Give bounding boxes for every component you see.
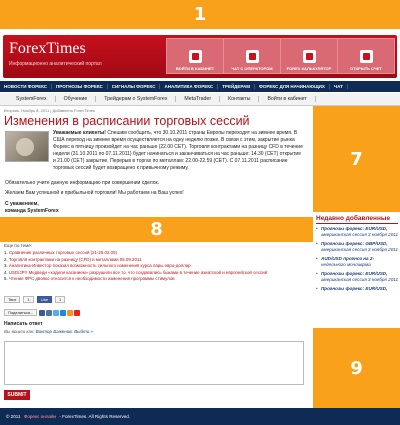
placeholder-block-7: 7	[313, 106, 400, 212]
tweet-count: 1	[23, 296, 33, 303]
subnav-systemforex[interactable]: SystemForex	[8, 96, 56, 102]
key-icon	[189, 50, 202, 63]
forex-calculator-button[interactable]: FOREX КАЛЬКУЛЯТОР	[280, 38, 338, 74]
related-link[interactable]: 5. Чтение ФРС двояко относится к необходимости изменения программы стимулов	[4, 276, 175, 282]
related-title: Еще по теме:	[4, 243, 32, 248]
like-count: 1	[55, 296, 65, 303]
comment-textarea[interactable]	[4, 341, 304, 385]
main-nav	[0, 81, 400, 92]
facebook-icon[interactable]	[39, 310, 45, 316]
site-logo[interactable]: ForexTimes	[9, 40, 86, 57]
article-paragraph-2: Обязательно учите данную информацию при совершении сделок.	[5, 180, 160, 186]
tweet-button[interactable]: Твит	[4, 296, 20, 303]
nav-forex-news[interactable]: НОВОСТИ ФОРЕКС	[0, 84, 52, 89]
twitter-icon[interactable]	[53, 310, 59, 316]
submit-button[interactable]: SUBMIT	[4, 390, 30, 400]
subnav-contacts[interactable]: Контакты	[220, 96, 259, 102]
calculator-icon	[303, 50, 316, 63]
share-button[interactable]: Поделиться...	[4, 309, 37, 316]
sidebar-item[interactable]: • Прогнозы форекс: EUR/USD, американская сессия 3 ноября 2011	[316, 271, 400, 283]
related-link[interactable]: 4. USD/JPY Медведи «ходили касанием» разрушили все то, что создавались быками в течение азиатской и европейской сессий	[4, 269, 268, 275]
article-image	[5, 131, 49, 162]
sub-nav	[0, 93, 400, 106]
banner-number: 1	[193, 4, 207, 25]
page-title: Изменения в расписании торговых сессий	[4, 114, 250, 128]
subnav-metatrader[interactable]: MetaTrader	[176, 96, 220, 102]
odnoklassniki-icon[interactable]	[67, 310, 73, 316]
yandex-icon[interactable]	[74, 310, 80, 316]
social-row	[4, 296, 68, 303]
site-footer: © 2011 Форекс онлайн - ForexTimes. All Rights Reserved.	[0, 408, 400, 425]
related-list	[4, 250, 267, 283]
subnav-login[interactable]: Войти в кабинет	[259, 96, 315, 102]
related-link[interactable]: 2. Торговля контрактами на разницу (CFD) и металлами 05.09.2011	[4, 256, 142, 262]
placeholder-block-9: 9	[313, 328, 400, 408]
placeholder-block-8: 8	[0, 217, 313, 242]
comment-title: Написать ответ	[4, 321, 43, 327]
article-paragraph-3: Желаем Вам успешной и прибыльной торговли! Мы работаем на Ваш успех!	[5, 190, 184, 196]
nav-chat[interactable]: ЧАТ	[330, 84, 348, 89]
article-signature: С уважением, команда SystemForex	[5, 201, 59, 214]
sidebar-item[interactable]: • AUD/USD прогноз на 2- недельного мочливрма	[316, 256, 400, 268]
nav-traders[interactable]: ТРЕЙДЕРАМ	[218, 84, 255, 89]
article-paragraph-1: Уважаемые клиенты! Спешим сообщить, что 30.10.2011 страны Европы переходят на зимнее время. В США переход на зимнее время осуществляется на одну неделю позже. В связи с этим, закрытие рынка Форекс в пятницу произойдет на час раньше (22.00 CET). Торговля контрактами на разницу CFD в течение недели (31.10.2011 по 07.11.2011) будет начинаться и заканчиваться на час раньше: 14.30 (CET) открытие и 21.00 (CET) закрытие. Перерыв в торгах по металлам: 22.00-22.59 (CET). С 07.11.2011 расписание торговых сессий будет возвращено к привычному режиму.	[53, 130, 303, 171]
sidebar-item[interactable]: • Прогнозы форекс: EUR/USD,	[316, 286, 400, 292]
vk-icon[interactable]	[46, 310, 52, 316]
user-link[interactable]: Виктор Баженов.	[35, 329, 73, 334]
user-add-icon	[360, 50, 373, 63]
nav-forex-signals[interactable]: СИГНАЛЫ ФОРЕКС	[108, 84, 161, 89]
sidebar-item[interactable]: • Прогнозы форекс: GBP/USD, американская сессия 3 ноября 2011	[316, 241, 400, 253]
footer-link[interactable]: Форекс онлайн	[23, 414, 57, 419]
subnav-traders-about[interactable]: Трейдерам о SystemForex	[96, 96, 176, 102]
related-link[interactable]: 3. Аналитика-Инвестор показал возможность сильного изменения курса пары евро-доллар	[4, 263, 191, 269]
site-tagline: Информационно аналитический портал	[9, 61, 102, 67]
operator-chat-button[interactable]: ЧАТ С ОПЕРАТОРОМ	[223, 38, 281, 74]
related-link[interactable]: 1. Сравнение различных торговых сессий (21-25.02.05)	[4, 250, 117, 255]
logout-link[interactable]: Выйти »	[74, 329, 93, 334]
nav-forex-forecasts[interactable]: ПРОГНОЗЫ ФОРЕКС	[52, 84, 108, 89]
mailru-icon[interactable]	[60, 310, 66, 316]
sidebar-divider	[316, 223, 398, 224]
login-cabinet-button[interactable]: ВОЙТИ В КАБИНЕТ	[166, 38, 224, 74]
site-header	[0, 29, 400, 81]
like-button[interactable]: Like	[37, 296, 52, 303]
sidebar-item[interactable]: • Прогнозы форекс: EUR/USD, американская сессия 3 ноября 2011	[316, 226, 400, 238]
breadcrumb: Вторник, Ноябрь 8, 2011 | Добавлено ForexTimes	[4, 108, 95, 113]
top-banner-1	[0, 0, 400, 29]
subnav-training[interactable]: Обучение	[56, 96, 97, 102]
nav-forex-analytics[interactable]: АНАЛИТИКА ФОРЕКС	[160, 84, 218, 89]
sidebar-title: Недавно добавленные	[316, 215, 391, 222]
share-row	[4, 309, 81, 316]
sidebar-list	[316, 226, 400, 295]
open-account-button[interactable]: ОТКРЫТЬ СЧЕТ	[337, 38, 395, 74]
nav-forex-beginners[interactable]: ФОРЕКС ДЛЯ НАЧИНАЮЩИХ	[255, 84, 330, 89]
header-bar	[3, 35, 397, 78]
chat-icon	[246, 50, 259, 63]
logged-in-note: Вы вошли как: Виктор Баженов. Выйти »	[4, 329, 93, 334]
